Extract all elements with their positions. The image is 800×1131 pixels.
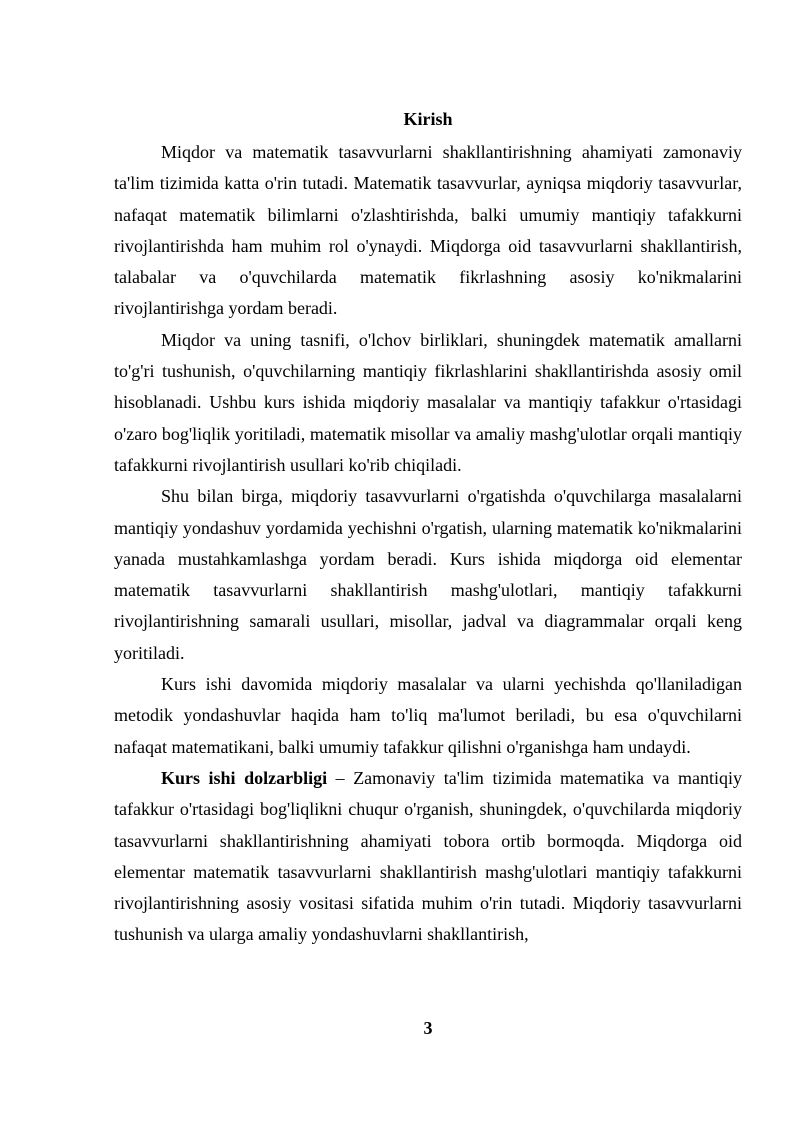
paragraph-4: Kurs ishi davomida miqdoriy masalalar va ularni yechishda qo'llaniladigan metodik yondashuvlar haqida ham to'liq ma'lumot beriladi, bu esa o'quvchilarni nafaqat matematikani, balki umumiy tafakkur qilishni o'rganishga ham undaydi. [114,674,742,757]
paragraph-3: Shu bilan birga, miqdoriy tasavvurlarni o'rgatishda o'quvchilarga masalalarni mantiqiy yondashuv yordamida yechishni o'rgatish, ularning matematik ko'nikmalarini yanada mustahkamlashga yordam beradi. Kurs ishida miqdorga oid elementar matematik tasavvurlarni shakllantirish mashg'ulotlari, mantiqiy tafakkurni rivojlantirishning samarali usullari, misollar, jadval va diagrammalar orqali keng yoritiladi. [114,486,742,663]
document-body [114,137,742,951]
relevance-separator: – [327,767,354,788]
paragraph-2: Miqdor va uning tasnifi, o'lchov birliklari, shuningdek matematik amallarni to'g'ri tushunish, o'quvchilarning mantiqiy fikrlashlarini shakllantirishda asosiy omil hisoblanadi. Ushbu kurs ishida miqdoriy masalalar va mantiqiy tafakkur o'rtasidagi o'zaro bog'liqlik yoritiladi, matematik misollar va amaliy mashg'ulotlar orqali mantiqiy tafakkurni rivojlantirish usullari ko'rib chiqiladi. [114,329,742,475]
page-title: Kirish [403,109,453,129]
relevance-paragraph [114,763,742,951]
paragraph-1: Miqdor va matematik tasavvurlarni shakllantirishning ahamiyati zamonaviy ta'lim tizimida katta o'rin tutadi. Matematik tasavvurlar, ayniqsa miqdoriy tasavvurlar, nafaqat matematik bilimlarni o'zlashtirishda, balki umumiy mantiqiy tafakkurni rivojlantirishda ham muhim rol o'ynaydi. Miqdorga oid tasavvurlarni shakllantirish, talabalar va o'quvchilarda matematik fikrlashning asosiy ko'nikmalarini rivojlantirishga yordam beradi. [114,142,742,319]
page-number: 3 [423,1018,433,1038]
relevance-heading: Kurs ishi dolzarbligi [161,767,328,788]
relevance-text: Zamonaviy ta'lim tizimida matematika va mantiqiy tafakkur o'rtasidagi bog'liqlikni chuqur o'rganish, shuningdek, o'quvchilarda miqdoriy tasavvurlarni shakllantirishning ahamiyati tobora ortib bormoqda. Miqdorga oid elementar matematik tasavvurlarni shakllantirish mashg'ulotlari mantiqiy tafakkurni rivojlantirishning asosiy vositasi sifatida muhim o'rin tutadi. Miqdoriy tasavvurlarni tushunish va ularga amaliy yondashuvlarni shakllantirish, [114,767,743,945]
